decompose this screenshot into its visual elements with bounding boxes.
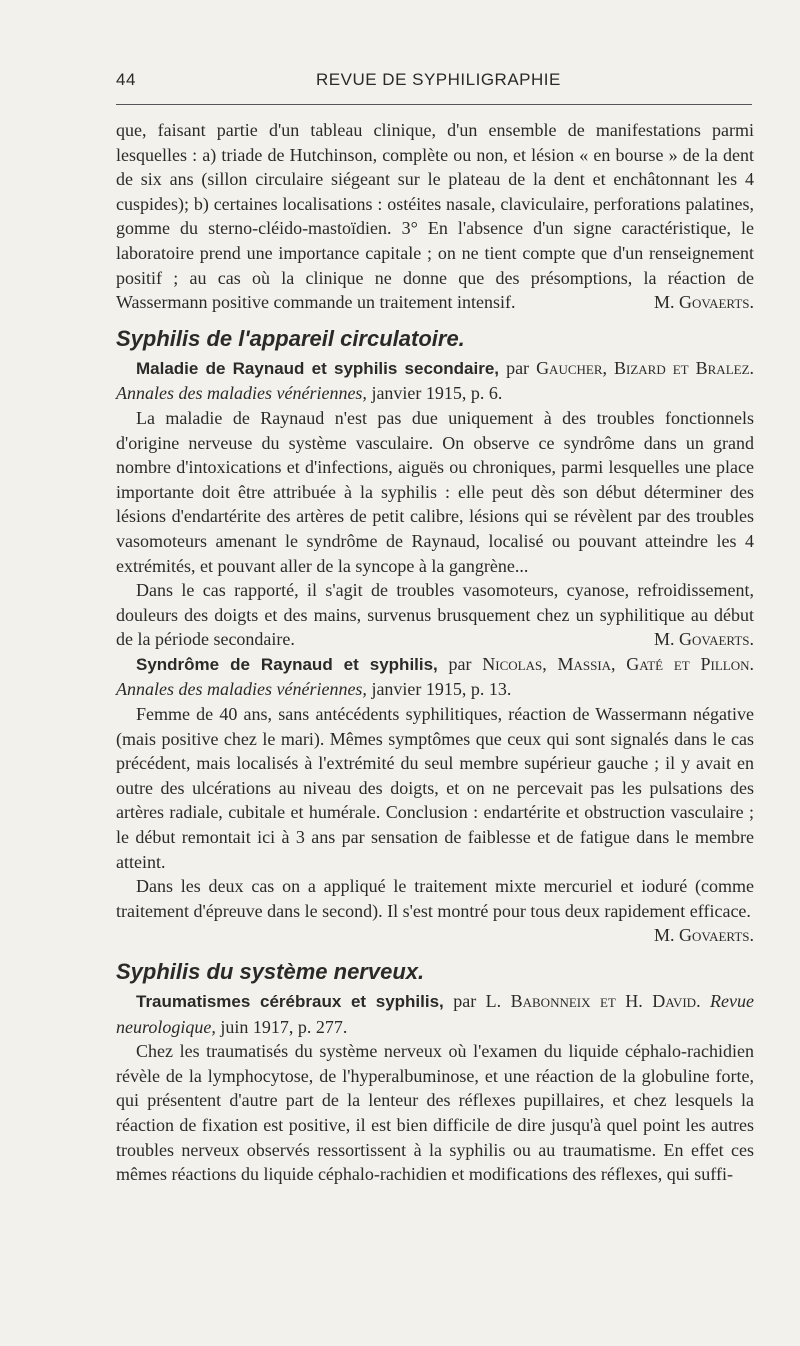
running-header bbox=[116, 70, 752, 96]
signature: M. Govaerts. bbox=[654, 925, 754, 946]
article-heading bbox=[116, 652, 754, 702]
publication-date: janvier 1915, p. 6. bbox=[371, 383, 503, 404]
paragraph-text: Dans le cas rapporté, il s'agit de troubles vasomoteurs, cyanose, refroidissement, douleurs des doigts et des mains, survenus brusquement chez un syphilitique au début de la période secondaire. bbox=[116, 580, 754, 650]
paragraph-text: que, faisant partie d'un tableau clinique, d'un ensemble de manifestations parmi lesquelles : a) triade de Hutchinson, complète ou non, et lésion « en bourse » de la dent de six ans (sillon circulaire siégeant sur le plateau de la dent et enchâtonnant les 4 cuspides); b) certaines localisations : ostéites nasale, claviculaire, perforations palatines, gomme du sterno-cléido-mastoïdien. 3° En l'absence d'un signe caractéristique, le laboratoire prend une importance capitale ; on ne tient compte que d'un renseignement positif ; au cas où la clinique ne donne que des présomptions, la réaction de Wassermann positive commande un traitement intensif. bbox=[116, 120, 754, 313]
publication-date: janvier 1915, p. 13. bbox=[371, 679, 512, 700]
publication-date: juin 1917, p. 277. bbox=[220, 1016, 348, 1037]
article-paragraph bbox=[116, 578, 754, 652]
authors-prefix: par bbox=[448, 653, 472, 674]
article-authors: L. Babonneix et H. David. bbox=[485, 991, 701, 1011]
article-authors: Nicolas, Massia, Gaté et Pillon. bbox=[482, 653, 754, 674]
continued-paragraph bbox=[116, 118, 754, 315]
article-title: Traumatismes cérébraux et syphilis, bbox=[136, 992, 444, 1011]
signature: M. Govaerts. bbox=[654, 292, 754, 313]
article-paragraph bbox=[116, 874, 754, 948]
section-heading-nervous: Syphilis du système nerveux. bbox=[116, 959, 425, 984]
signature: M. Govaerts. bbox=[654, 629, 754, 650]
paragraph-text: Dans les deux cas on a appliqué le traitement mixte mercuriel et ioduré (comme traitement d'épreuve dans le second). Il s'est montré pour tous deux rapidement efficace. bbox=[116, 876, 754, 921]
article-paragraph: Chez les traumatisés du système nerveux où l'examen du liquide céphalo-rachidien révèle de la lymphocytose, de l'hyperalbuminose, et une réaction de la globuline forte, qui présentent d'autre part de la lenteur des réflexes pupillaires, et chez lesquels la réaction de fixation est positive, il est bien difficile de dire jusqu'à quel point les autres troubles nerveux observés ressortissent à la syphilis ou au traumatisme. En effet ces mêmes réactions du liquide céphalo-rachidien et modifications des réflexes, qui suffi- bbox=[116, 1041, 754, 1185]
article-heading bbox=[116, 356, 754, 406]
running-title: REVUE DE SYPHILIGRAPHIE bbox=[316, 70, 561, 89]
article-paragraph: La maladie de Raynaud n'est pas due uniquement à des troubles fonctionnels d'origine nerveuse du système vasculaire. On observe ce syndrôme dans un grand nombre d'intoxications et d'infections, aiguës ou chroniques, parmi lesquelles une place importante doit être attribuée à la syphilis : elle peut dès son début déterminer des lésions d'endartérite des artères de petit calibre, lésions qui se révèlent par des troubles vasomoteurs amenant le syndrôme de Raynaud, localisé ou pouvant atteindre les 4 extrémités, et pouvant aller de la syncope à la gangrène... bbox=[116, 407, 754, 576]
journal-name: Revue neurologique, bbox=[116, 991, 754, 1037]
page-body bbox=[116, 118, 754, 1187]
article-heading bbox=[116, 989, 754, 1039]
section-heading-circulatory: Syphilis de l'appareil circulatoire. bbox=[116, 325, 465, 351]
article-paragraph: Femme de 40 ans, sans antécédents syphilitiques, réaction de Wassermann négative (mais positive chez le mari). Mêmes symptômes que ceux qui sont signalés dans le cas précédent, mais localisés à l'extrémité du seul membre supérieur gauche ; il y avait en outre des ulcérations au niveau des doigts, et on ne percevait pas les pulsations des artères radiale, cubitale et humérale. Conclusion : endartérite et obstruction vasculaire ; le début remontait ici à 3 ans par sensation de faiblesse et de fatigue dans le membre atteint. bbox=[116, 704, 754, 872]
authors-prefix: par bbox=[453, 991, 477, 1011]
journal-name: Annales des maladies vénériennes, bbox=[116, 679, 367, 700]
page-number: 44 bbox=[116, 70, 136, 89]
journal-name: Annales des maladies vénériennes, bbox=[116, 383, 367, 404]
article-title: Syndrôme de Raynaud et syphilis, bbox=[136, 654, 438, 674]
article-authors: Gaucher, Bizard et Bralez. bbox=[536, 357, 755, 378]
header-rule bbox=[116, 104, 752, 105]
authors-prefix: par bbox=[506, 357, 530, 378]
article-title: Maladie de Raynaud et syphilis secondaire, bbox=[136, 358, 500, 378]
